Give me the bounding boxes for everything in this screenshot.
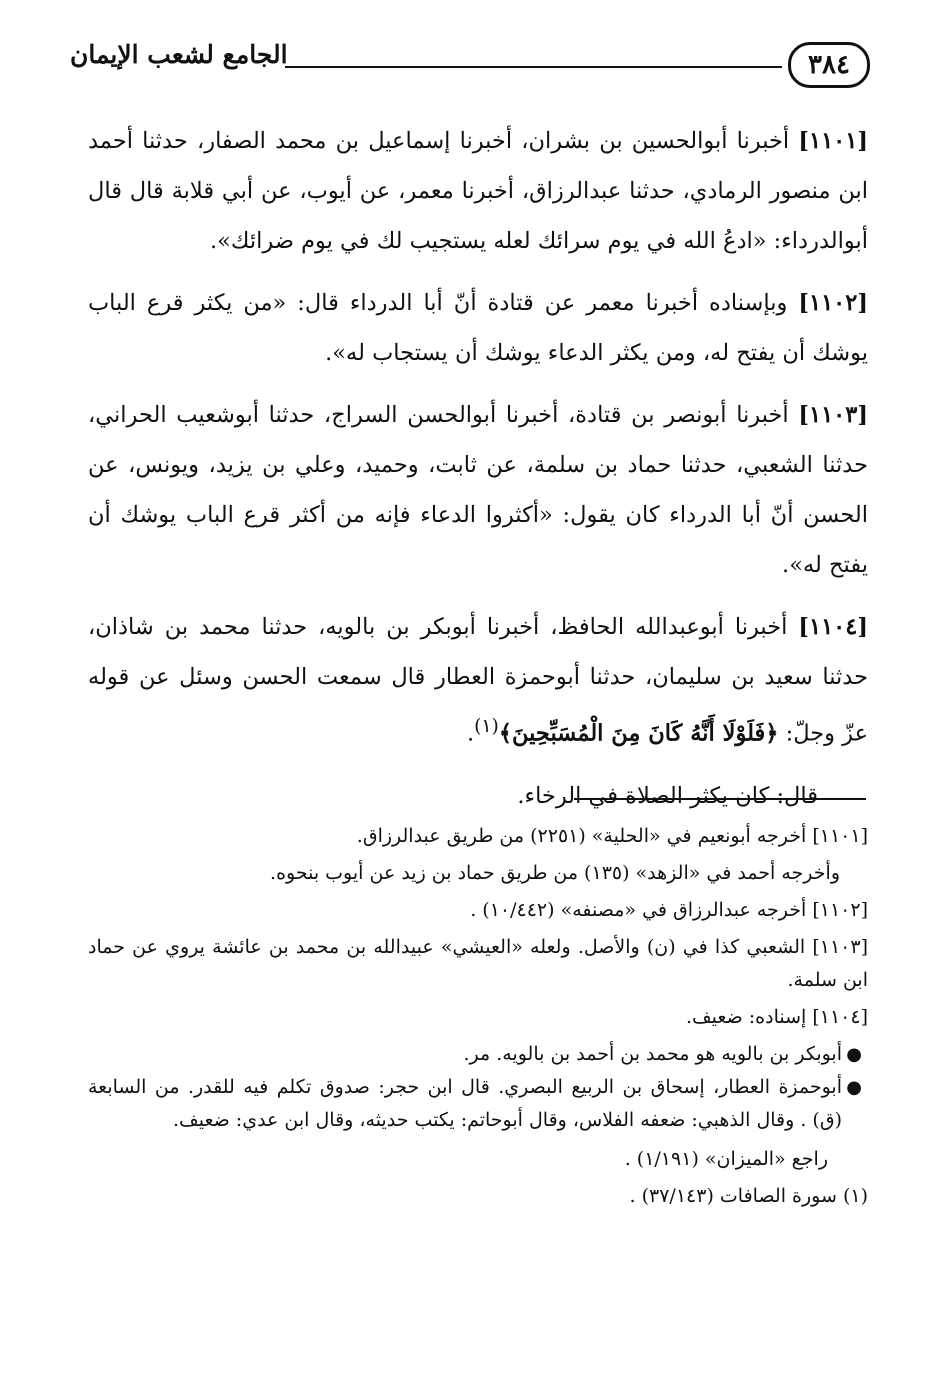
- hadith-text: أخبرنا أبونصر بن قتادة، أخبرنا أبوالحسن السراج، حدثنا أبوشعيب الحراني، حدثنا الشعبي، حدثنا حماد بن سلمة، عن ثابت، وحميد، وعلي بن يزيد، ويونس، عن الحسن أنّ أبا الدرداء كان يقول: «أكثروا الدعاء فإنه من أكثر قرع الباب يوشك أن يفتح له».: [88, 402, 868, 578]
- main-text: [88, 116, 868, 833]
- footnote-separator: [574, 798, 866, 800]
- list-item: [88, 1071, 868, 1137]
- closing-line: قال: كان يكثر الصلاة في الرخاء.: [517, 782, 818, 809]
- footnote-1104: [١١٠٤] إسناده: ضعيف.: [685, 1006, 868, 1028]
- hadith-text: أخبرنا أبوعبدالله الحافظ، أخبرنا أبوبكر بن بالويه، حدثنا محمد بن شاذان، حدثنا سعيد بن سليمان، حدثنا أبوحمزة العطار قال سمعت الحسن وسئل عن قوله عزّ وجلّ:: [88, 614, 868, 747]
- paragraph-1104: [88, 602, 868, 759]
- page-header: [70, 38, 870, 104]
- hadith-number: [١١٠٢]: [798, 290, 868, 316]
- page-number: ٣٨٤: [788, 42, 870, 88]
- list-item: [88, 1038, 868, 1071]
- footnote-marker[interactable]: (١): [474, 716, 499, 737]
- quran-footnote: (١) سورة الصافات (٣٧/١٤٣) .: [629, 1185, 868, 1207]
- bullet-icon: ●: [846, 1044, 862, 1065]
- hadith-number: [١١٠٤]: [798, 614, 868, 640]
- footnote-1102: [١١٠٢] أخرجه عبدالرزاق في «مصنفه» (١٠/٤٤٢) .: [470, 899, 868, 921]
- footnote-1103: [١١٠٣] الشعبي كذا في (ن) والأصل. ولعله «العيشي» عبيدالله بن محمد بن عائشة يروي عن حماد ابن سلمة.: [88, 936, 868, 991]
- footnote-reference: راجع «الميزان» (١/١٩١) .: [624, 1148, 828, 1170]
- list-item-text: أبوبكر بن بالويه هو محمد بن أحمد بن بالويه. مر.: [463, 1043, 842, 1065]
- hadith-number: [١١٠٣]: [798, 402, 868, 428]
- footnote-1101: [١١٠١] أخرجه أبونعيم في «الحلية» (٢٢٥١) من طريق عبدالرزاق.: [356, 825, 868, 847]
- footnotes: [88, 820, 868, 1217]
- footnote-1104-list: [88, 1038, 868, 1137]
- paragraph-1102: [88, 278, 868, 378]
- hadith-number: [١١٠١]: [798, 128, 868, 154]
- header-rule: [285, 66, 782, 68]
- paragraph-1101: [88, 116, 868, 266]
- footnote-1101-extra: وأخرجه أحمد في «الزهد» (١٣٥) من طريق حماد بن زيد عن أيوب بنحوه.: [270, 862, 840, 884]
- list-item-text: أبوحمزة العطار، إسحاق بن الربيع البصري. قال ابن حجر: صدوق تكلم فيه للقدر. من السابعة (ق) . وقال الذهبي: ضعفه الفلاس، وقال أبوحاتم: يكتب حديثه، وقال ابن عدي: ضعيف.: [88, 1076, 842, 1131]
- hadith-text: أخبرنا أبوالحسين بن بشران، أخبرنا إسماعيل بن محمد الصفار، حدثنا أحمد ابن منصور الرمادي، حدثنا عبدالرزاق، أخبرنا معمر، عن أيوب، عن أبي قلابة قال قال أبوالدرداء: «ادعُ الله في يوم سرائك لعله يستجيب لك في يوم ضرائك».: [88, 128, 868, 254]
- book-title: الجامع لشعب الإيمان: [70, 40, 288, 69]
- bullet-icon: ●: [846, 1077, 862, 1098]
- paragraph-1103: [88, 390, 868, 590]
- sentence-end: .: [466, 720, 475, 747]
- quran-verse: ﴿فَلَوْلَا أَنَّهُ كَانَ مِنَ الْمُسَبِّحِينَ﴾: [498, 720, 779, 747]
- hadith-text: وبإسناده أخبرنا معمر عن قتادة أنّ أبا الدرداء قال: «من يكثر قرع الباب يوشك أن يفتح له، ومن يكثر الدعاء يوشك أن يستجاب له».: [88, 290, 868, 366]
